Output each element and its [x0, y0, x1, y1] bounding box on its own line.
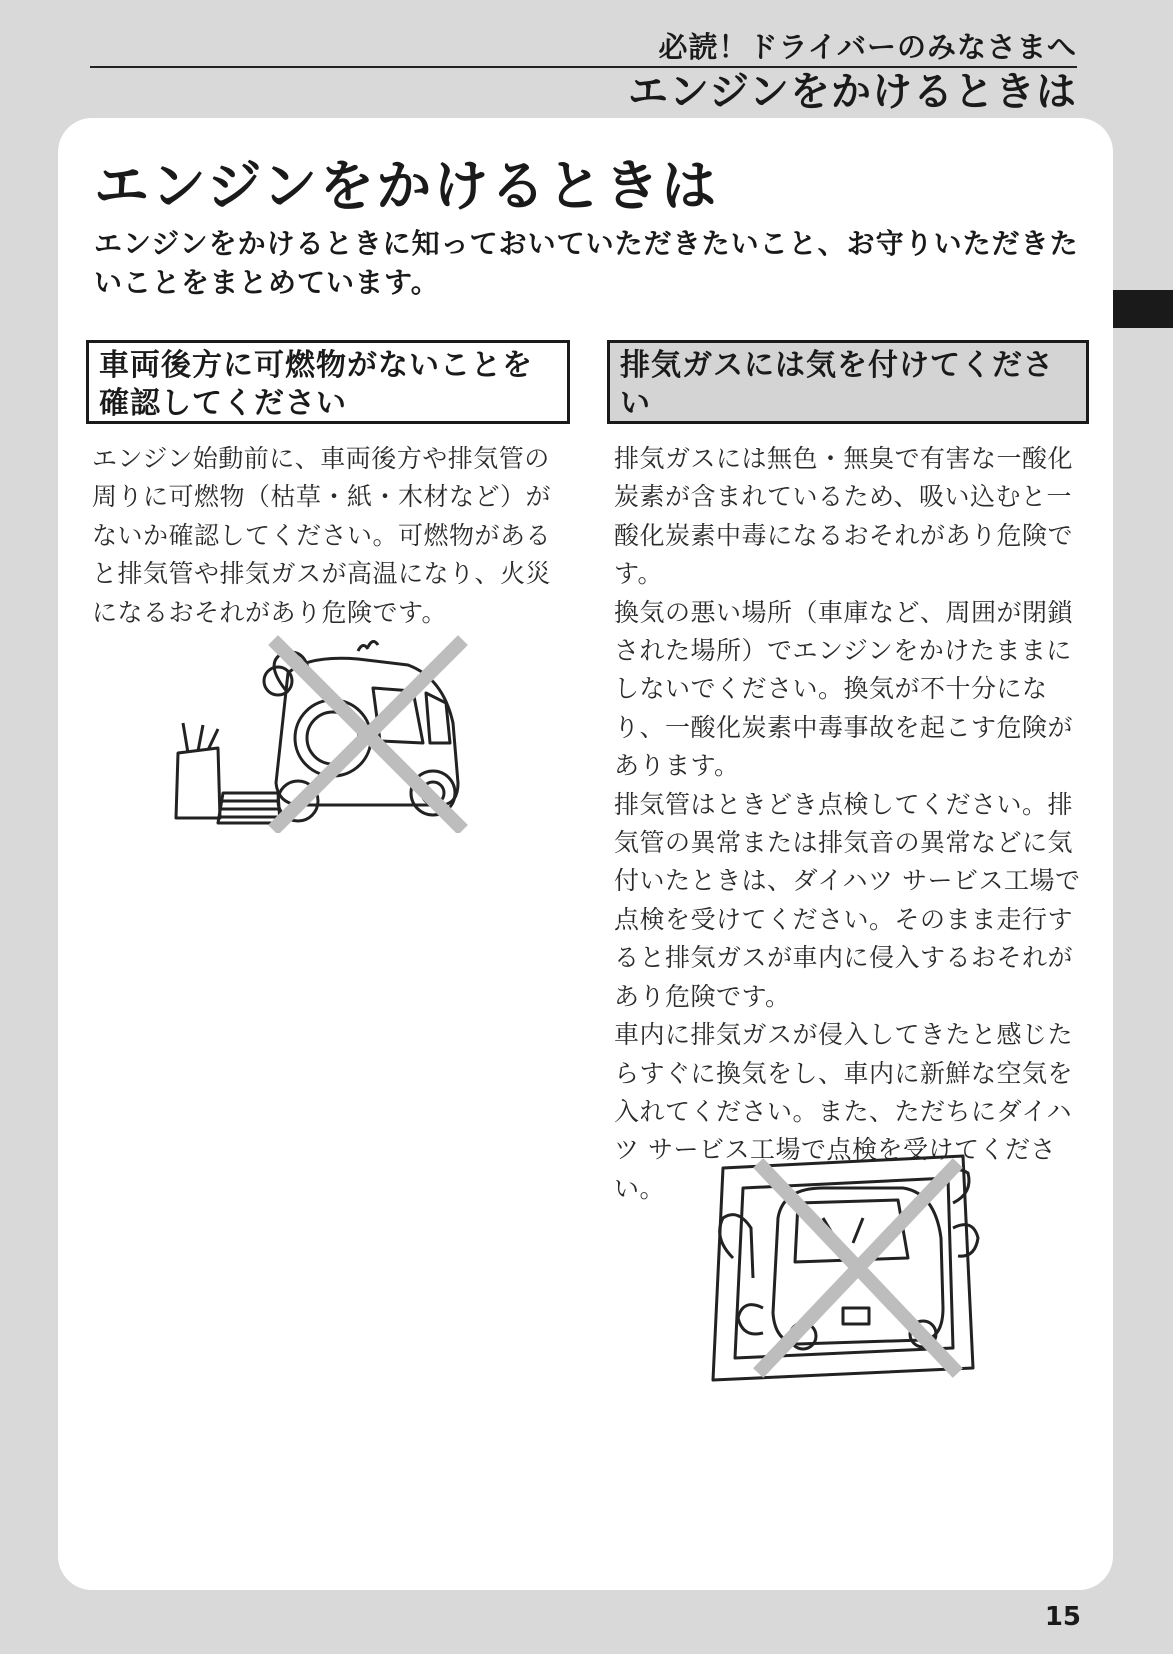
- page-number: 15: [1044, 1602, 1081, 1632]
- page-title: エンジンをかけるときは: [94, 154, 719, 218]
- lead-text: エンジンをかけるときに知っておいていただきたいこと、お守りいただきたいことをまとめています。: [94, 227, 1079, 299]
- chapter-tab: [1113, 290, 1173, 328]
- exhaust-paragraph: 車内に排気ガスが侵入してきたと感じたらすぐに換気をし、車内に新鮮な空気を入れてください。また、ただちにダイハツ サービス工場で点検を受けてください。: [614, 1020, 1074, 1203]
- running-header-title: エンジンをかけるときは: [628, 69, 1077, 115]
- header-rule: [90, 66, 1077, 68]
- exhaust-paragraph: 排気管はときどき点検してください。排気管の異常または排気音の異常などに気付いたときは、ダイハツ サービス工場で点検を受けてください。そのまま走行すると排気ガスが車内に侵入するおそれがあり危険です。: [614, 789, 1081, 1011]
- exhaust-garage-warning-illustration: [703, 1148, 983, 1388]
- section-title-combustibles: 車両後方に可燃物がないことを確認してください: [86, 340, 570, 424]
- content-panel: [58, 118, 1113, 1590]
- running-header-subtitle: 必読！ドライバーのみなさまへ: [658, 30, 1077, 64]
- section-body-combustibles: エンジン始動前に、車両後方や排気管の周りに可燃物（枯草・紙・木材など）がないか確認してください。可燃物があると排気管や排気ガスが高温になり、火災になるおそれがあり危険です。: [92, 444, 552, 627]
- section-body-exhaust: [614, 440, 1084, 1208]
- exhaust-paragraph: 換気の悪い場所（車庫など、周囲が閉鎖された場所）でエンジンをかけたままにしないでください。換気が不十分になり、一酸化炭素中毒事故を起こす危険があります。: [614, 597, 1074, 781]
- section-title-exhaust: 排気ガスには気を付けてください: [607, 340, 1089, 424]
- exhaust-paragraph: 排気ガスには無色・無臭で有害な一酸化炭素が含まれているため、吸い込むと一酸化炭素中毒になるおそれがあり危険です。: [614, 444, 1074, 589]
- running-header: [77, 30, 1077, 64]
- combustibles-warning-illustration: [158, 633, 488, 833]
